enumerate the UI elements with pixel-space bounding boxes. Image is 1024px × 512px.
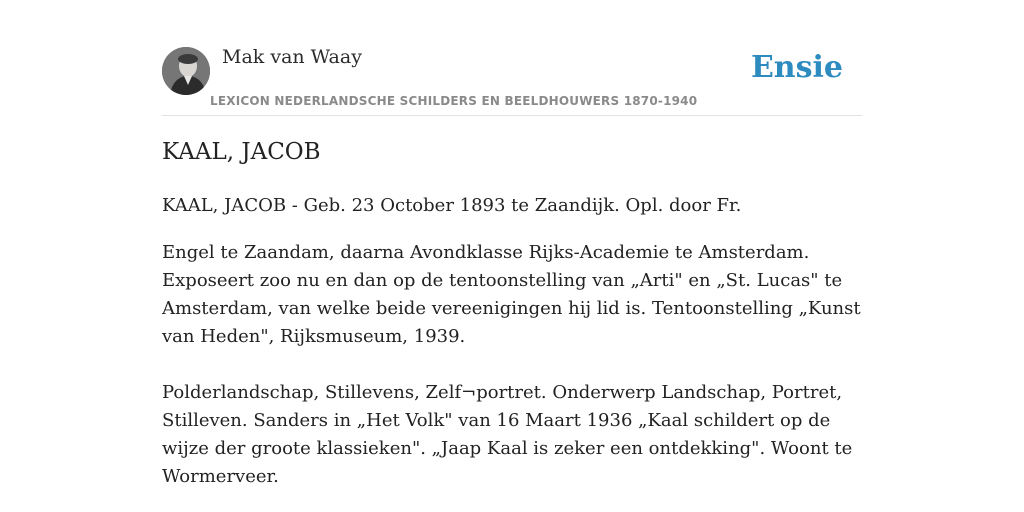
article-title: KAAL, JACOB: [162, 139, 321, 165]
article-paragraph: Engel te Zaandam, daarna Avondklasse Rijks-Academie te Amsterdam. Exposeert zoo nu en dan op de tentoonstelling van „Arti" en „St. Lucas" te Amsterdam, van welke beide vereenigingen hij lid is. Tentoonstelling „Kunst van Heden", Rijksmuseum, 1939.: [162, 242, 861, 347]
ensie-logo[interactable]: Ensie: [750, 50, 843, 85]
header-divider: [162, 115, 862, 116]
lexicon-subtitle[interactable]: LEXICON NEDERLANDSCHE SCHILDERS EN BEELDHOUWERS 1870-1940: [210, 94, 698, 108]
article-paragraph: Polderlandschap, Stillevens, Zelf¬portret. Onderwerp Landschap, Portret, Stilleven. Sanders in „Het Volk" van 16 Maart 1936 „Kaal schildert op de wijze der groote klassieken". „Jaap Kaal is zeker een ontdekking". Woont te Wormerveer.: [162, 382, 853, 487]
author-name[interactable]: Mak van Waay: [222, 46, 362, 68]
article-paragraph: KAAL, JACOB - Geb. 23 October 1893 te Zaandijk. Opl. door Fr.: [162, 195, 742, 216]
author-avatar[interactable]: [162, 47, 210, 95]
avatar-portrait-icon: [162, 47, 210, 95]
